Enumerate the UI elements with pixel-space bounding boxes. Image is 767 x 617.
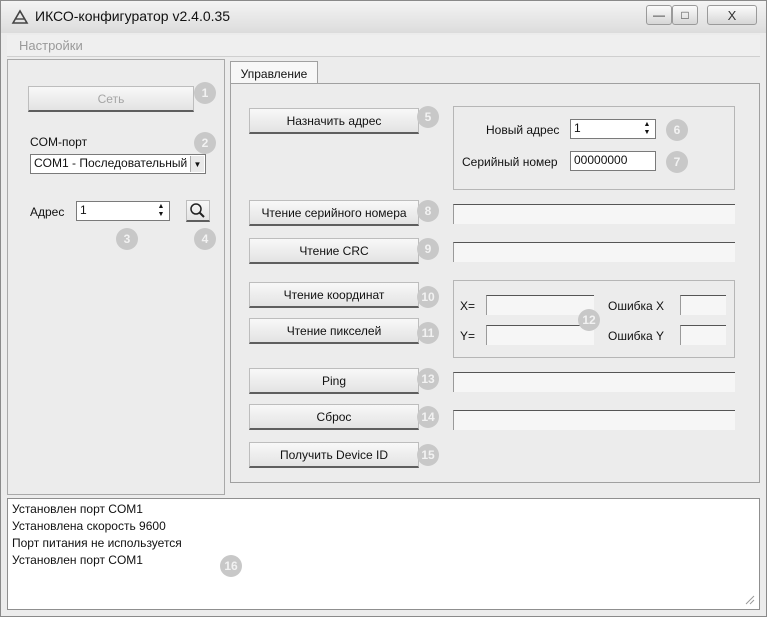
callout-badge-1: 1 (194, 82, 216, 104)
callout-badge-5: 5 (417, 106, 439, 128)
com-port-value: COM1 - Последовательный (34, 156, 188, 170)
com-port-select[interactable] (30, 154, 206, 174)
resize-grip-icon[interactable] (743, 593, 755, 605)
new-address-label: Новый адрес (486, 123, 560, 137)
assign-address-group (453, 106, 735, 190)
read-coordinates-button[interactable]: Чтение координат (249, 282, 419, 308)
read-serial-button[interactable]: Чтение серийного номера (249, 200, 419, 226)
minimize-button[interactable] (646, 5, 672, 25)
close-button[interactable] (707, 5, 757, 25)
search-button[interactable] (186, 200, 210, 222)
callout-badge-14: 14 (417, 406, 439, 428)
spin-arrows-icon[interactable]: ▲ ▼ (643, 121, 651, 136)
log-panel[interactable] (7, 498, 760, 610)
callout-badge-16: 16 (220, 555, 242, 577)
title-bar[interactable] (1, 1, 766, 33)
serial-number-label: Серийный номер (462, 155, 558, 169)
callout-badge-11: 11 (417, 322, 439, 344)
callout-badge-2: 2 (194, 132, 216, 154)
tab-strip (230, 59, 760, 83)
serial-number-field[interactable]: 00000000 (570, 151, 656, 171)
callout-badge-13: 13 (417, 368, 439, 390)
log-line: Установлена скорость 9600 (12, 519, 166, 533)
reset-result-field[interactable] (453, 410, 735, 430)
reset-button[interactable]: Сброс (249, 404, 419, 430)
menu-bar (7, 35, 760, 57)
chevron-down-icon[interactable]: ▼ (190, 156, 204, 172)
error-y-field[interactable] (680, 325, 726, 345)
x-label: X= (460, 299, 476, 313)
callout-badge-3: 3 (116, 228, 138, 250)
log-line: Установлен порт COM1 (12, 553, 143, 567)
minimize-icon: — (653, 8, 665, 22)
crc-result-field[interactable] (453, 242, 735, 262)
address-value: 1 (80, 203, 87, 217)
log-line: Порт питания не используется (12, 536, 182, 550)
read-crc-button[interactable]: Чтение CRC (249, 238, 419, 264)
menu-settings[interactable]: Настройки (19, 38, 83, 53)
error-x-field[interactable] (680, 295, 726, 315)
close-icon: X (727, 7, 737, 23)
callout-badge-15: 15 (417, 444, 439, 466)
left-panel (7, 59, 225, 495)
serial-result-field[interactable] (453, 204, 735, 224)
search-icon (187, 201, 209, 221)
callout-badge-9: 9 (417, 238, 439, 260)
maximize-button[interactable] (672, 5, 698, 25)
error-x-label: Ошибка X (608, 299, 665, 313)
y-value-field[interactable] (486, 325, 594, 345)
y-label: Y= (460, 329, 476, 343)
app-icon (11, 9, 29, 25)
spin-arrows-icon[interactable]: ▲ ▼ (157, 203, 165, 218)
maximize-icon: □ (681, 8, 689, 22)
callout-badge-7: 7 (666, 151, 688, 173)
control-tab-page (230, 83, 760, 483)
address-label: Адрес (30, 205, 65, 219)
callout-badge-10: 10 (417, 286, 439, 308)
network-button[interactable]: Сеть (28, 86, 194, 112)
new-address-value: 1 (574, 121, 581, 135)
com-port-label: COM-порт (30, 135, 88, 149)
coordinates-group (453, 280, 735, 358)
window-title: ИКСО-конфигуратор v2.4.0.35 (35, 8, 231, 24)
callout-badge-8: 8 (417, 200, 439, 222)
callout-badge-4: 4 (194, 228, 216, 250)
callout-badge-12: 12 (578, 309, 600, 331)
x-value-field[interactable] (486, 295, 594, 315)
assign-address-button[interactable]: Назначить адрес (249, 108, 419, 134)
callout-badge-6: 6 (666, 119, 688, 141)
ping-result-field[interactable] (453, 372, 735, 392)
address-stepper[interactable] (76, 201, 170, 221)
ping-button[interactable]: Ping (249, 368, 419, 394)
error-y-label: Ошибка Y (608, 329, 665, 343)
new-address-stepper[interactable] (570, 119, 656, 139)
tab-control[interactable]: Управление (230, 61, 318, 85)
get-device-id-button[interactable]: Получить Device ID (249, 442, 419, 468)
read-pixels-button[interactable]: Чтение пикселей (249, 318, 419, 344)
log-line: Установлен порт COM1 (12, 502, 143, 516)
